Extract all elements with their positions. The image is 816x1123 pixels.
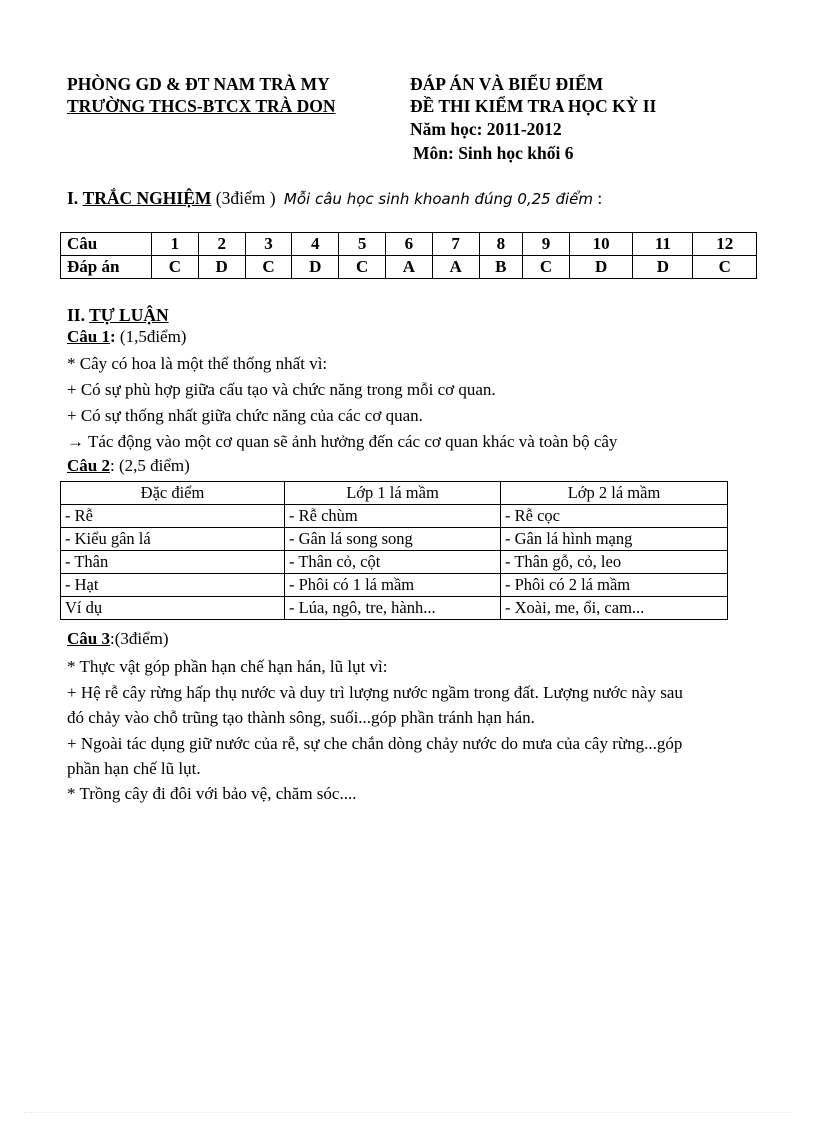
q1-heading [67,325,186,349]
q3-label: Câu 3 [67,629,110,648]
table-row [61,551,728,574]
answer-row [61,256,757,279]
answer-cell: D [292,256,339,279]
table-cell: - Phôi có 2 lá mầm [501,574,728,597]
question-number: 12 [693,233,757,256]
answer-cell: D [569,256,632,279]
q1-line: + Có sự thống nhất giữa chức năng của các cơ quan. [67,406,423,425]
q3-heading [67,627,169,651]
question-number: 11 [633,233,693,256]
question-number: 1 [152,233,199,256]
section1-prefix: I. [67,188,79,208]
answer-cell: B [479,256,523,279]
exam-title: ĐỀ THI KIỂM TRA HỌC KỲ II [410,96,657,116]
question-row-label: Câu [61,233,152,256]
question-number: 4 [292,233,339,256]
q3-line: phần hạn chế lũ lụt. [67,759,201,778]
q3-line: đó chảy vào chỗ trũng tạo thành sông, suối...góp phần tránh hạn hán. [67,708,535,727]
section2-heading [67,303,169,327]
answer-cell: A [385,256,432,279]
table-row [61,528,728,551]
answer-cell: C [693,256,757,279]
question-number: 10 [569,233,632,256]
question-number: 9 [523,233,570,256]
answer-cell: D [633,256,693,279]
q1-colon: : [109,327,116,346]
q1-line: → Tác động vào một cơ quan sẽ ảnh hưởng đến các cơ quan khác và toàn bộ cây [67,432,618,451]
answer-cell: C [245,256,292,279]
answer-cell: A [432,256,479,279]
table-cell: - Thân cỏ, cột [285,551,501,574]
section1-points: (3điểm ) [215,188,276,208]
q1-line: + Có sự phù hợp giữa cấu tạo và chức năng trong mỗi cơ quan. [67,380,496,399]
section1-note: Mỗi câu học sinh khoanh đúng 0,25 điểm [283,190,594,208]
question-number: 5 [339,233,386,256]
q3-line: * Trồng cây đi đôi với bảo vệ, chăm sóc.... [67,784,357,803]
page-bottom-divider [24,1112,792,1113]
answer-cell: C [523,256,570,279]
comparison-header-row [61,482,728,505]
answer-cell: C [152,256,199,279]
section1-title: TRẮC NGHIỆM [82,188,212,208]
table-cell: - Lúa, ngô, tre, hành... [285,597,501,620]
q1-points: (1,5điểm) [119,327,187,346]
table-cell: - Kiểu gân lá [61,528,285,551]
q3-line: + Hệ rễ cây rừng hấp thụ nước và duy trì lượng nước ngầm trong đất. Lượng nước này sau [67,683,683,702]
table-row [61,574,728,597]
column-header: Lớp 2 lá mầm [501,482,728,505]
table-cell: - Thân [61,551,285,574]
table-cell: - Phôi có 1 lá mầm [285,574,501,597]
multiple-choice-table [60,232,757,279]
section1-note-suffix: : [597,188,603,208]
question-number: 8 [479,233,523,256]
section1-heading [67,186,602,211]
column-header: Đặc điểm [61,482,285,505]
comparison-table [60,481,728,620]
q3-points: :(3điểm) [109,629,169,648]
table-cell: - Rễ cọc [501,505,728,528]
q1-line: * Cây có hoa là một thể thống nhất vì: [67,354,328,373]
q2-label: Câu 2 [67,456,110,475]
table-cell: Ví dụ [61,597,285,620]
question-number: 2 [198,233,245,256]
question-number: 3 [245,233,292,256]
table-cell: - Xoài, me, ổi, cam... [501,597,728,620]
question-row [61,233,757,256]
school-office: PHÒNG GD & ĐT NAM TRÀ MY [67,74,330,94]
answer-cell: C [339,256,386,279]
school-year: Năm học: 2011-2012 [410,119,562,139]
table-cell: - Thân gỗ, cỏ, leo [501,551,728,574]
table-cell: - Gân lá song song [285,528,501,551]
section2-title: TỰ LUẬN [89,305,169,325]
q2-points: : (2,5 điểm) [109,456,190,475]
answer-cell: D [198,256,245,279]
q2-heading [67,454,190,478]
question-number: 6 [385,233,432,256]
section2-prefix: II. [67,305,85,325]
table-row [61,597,728,620]
table-cell: - Rễ [61,505,285,528]
column-header: Lớp 1 lá mầm [285,482,501,505]
school-name: TRƯỜNG THCS-BTCX TRÀ DON [67,96,336,116]
table-cell: - Hạt [61,574,285,597]
table-cell: - Gân lá hình mạng [501,528,728,551]
doc-title: ĐÁP ÁN VÀ BIỂU ĐIỂM [410,74,604,94]
subject: Môn: Sinh học khối 6 [413,143,574,163]
answer-row-label: Đáp án [61,256,152,279]
q3-line: + Ngoài tác dụng giữ nước của rễ, sự che chắn dòng chảy nước do mưa của cây rừng...góp [67,734,683,753]
q1-label: Câu 1 [67,327,110,346]
table-row [61,505,728,528]
question-number: 7 [432,233,479,256]
table-cell: - Rễ chùm [285,505,501,528]
q3-line: * Thực vật góp phần hạn chế hạn hán, lũ lụt vì: [67,657,388,676]
